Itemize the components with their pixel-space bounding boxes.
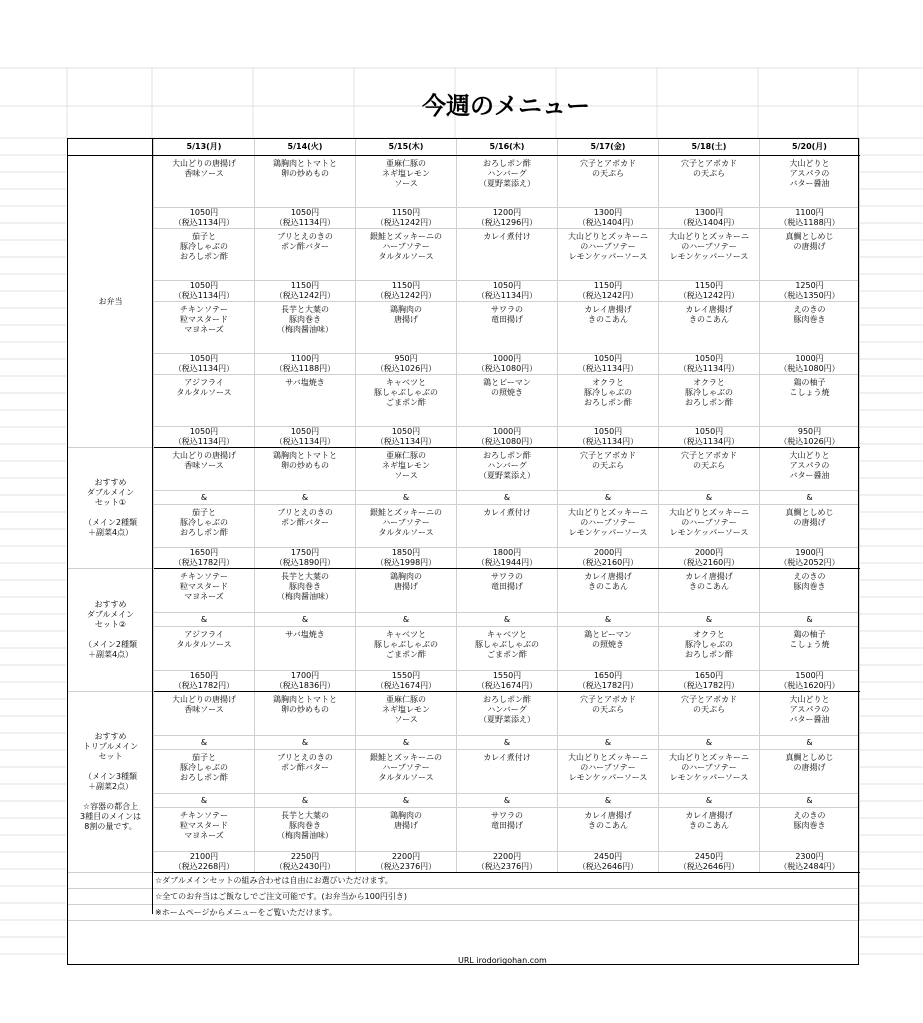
dish-cell: 真鯛としめじ の唐揚げ — [760, 505, 860, 548]
dish-cell: えのきの 豚肉巻き — [760, 302, 860, 354]
and-cell: & — [760, 613, 860, 627]
price-cell: 1150円 （税込1242円） — [558, 281, 659, 302]
dish-cell: 茄子と 豚冷しゃぶの おろしポン酢 — [154, 505, 255, 548]
dish-cell: ブリとえのきの ポン酢バター — [255, 750, 356, 794]
dish-cell: 銀鮭とズッキーニの ハーブソテー タルタルソース — [356, 750, 457, 794]
menu-row — [68, 229, 860, 281]
price-cell: 1850円 （税込1998円） — [356, 548, 457, 569]
price-cell: 1900円 （税込2052円） — [760, 548, 860, 569]
menu-row — [68, 613, 860, 627]
price-cell: 1100円 （税込1188円） — [255, 354, 356, 375]
and-cell: & — [255, 613, 356, 627]
price-cell: 1800円 （税込1944円） — [457, 548, 558, 569]
price-cell: 1150円 （税込1242円） — [659, 281, 760, 302]
corner-cell — [68, 139, 154, 156]
menu-row — [68, 208, 860, 229]
dish-cell: 鶏とピーマン の照焼き — [457, 375, 558, 427]
and-cell: & — [154, 794, 255, 808]
dish-cell: 銀鮭とズッキーニの ハーブソテー タルタルソース — [356, 505, 457, 548]
dish-cell: ブリとえのきの ポン酢バター — [255, 229, 356, 281]
note-text: ※ホームページからメニューをご覧いただけます。 — [68, 905, 860, 921]
dish-cell: 銀鮭とズッキーニの ハーブソテー タルタルソース — [356, 229, 457, 281]
price-cell: 1650円 （税込1782円） — [154, 548, 255, 569]
dish-cell: 穴子とアボカド の天ぷら — [659, 156, 760, 208]
dish-cell: 大山どりとズッキーニ のハーブソテー レモンケッパーソース — [659, 750, 760, 794]
dish-cell: おろしポン酢 ハンバーグ （夏野菜添え） — [457, 448, 558, 491]
dish-cell: 鶏の柚子 こしょう焼 — [760, 375, 860, 427]
menu-row — [68, 505, 860, 548]
dish-cell: 長芋と大葉の 豚肉巻き （梅肉醤油味） — [255, 302, 356, 354]
dish-cell: カレイ煮付け — [457, 229, 558, 281]
dish-cell: 真鯛としめじ の唐揚げ — [760, 229, 860, 281]
dish-cell: 鶏胸肉の 唐揚げ — [356, 302, 457, 354]
dish-cell: 大山どりの唐揚げ 香味ソース — [154, 156, 255, 208]
price-cell: 1650円 （税込1782円） — [659, 671, 760, 692]
price-cell: 2000円 （税込2160円） — [659, 548, 760, 569]
and-cell: & — [154, 613, 255, 627]
price-cell: 1500円 （税込1620円） — [760, 671, 860, 692]
dish-cell: アジフライ タルタルソース — [154, 627, 255, 671]
dish-cell: おろしポン酢 ハンバーグ （夏野菜添え） — [457, 156, 558, 208]
price-cell: 2300円 （税込2484円） — [760, 852, 860, 873]
section-label: お弁当 — [68, 156, 154, 448]
menu-row — [68, 156, 860, 208]
menu-row — [68, 736, 860, 750]
price-cell: 1000円 （税込1080円） — [457, 354, 558, 375]
dish-cell: 鶏胸肉の 唐揚げ — [356, 808, 457, 852]
dish-cell: 長芋と大葉の 豚肉巻き （梅肉醤油味） — [255, 808, 356, 852]
price-cell: 2000円 （税込2160円） — [558, 548, 659, 569]
section-label: おすすめ トリプルメイン セット （メイン3種類 ＋副菜2点） ☆容器の都合上 3種目のメインは 8割の量です。 — [68, 692, 154, 873]
price-cell: 2200円 （税込2376円） — [356, 852, 457, 873]
dish-cell: 大山どりとズッキーニ のハーブソテー レモンケッパーソース — [558, 229, 659, 281]
and-cell: & — [457, 613, 558, 627]
price-cell: 1750円 （税込1890円） — [255, 548, 356, 569]
price-cell: 950円 （税込1026円） — [760, 427, 860, 448]
dish-cell: 亜麻仁豚の ネギ塩レモン ソース — [356, 692, 457, 736]
price-cell: 1150円 （税込1242円） — [255, 281, 356, 302]
price-cell: 1100円 （税込1188円） — [760, 208, 860, 229]
dish-cell: 大山どりの唐揚げ 香味ソース — [154, 448, 255, 491]
dish-cell: チキンソテー 粒マスタード マヨネーズ — [154, 302, 255, 354]
dish-cell: 穴子とアボカド の天ぷら — [558, 156, 659, 208]
menu-row — [68, 808, 860, 852]
price-cell: 1050円 （税込1134円） — [154, 208, 255, 229]
day-header: 5/15(木) — [356, 139, 457, 156]
dish-cell: 穴子とアボカド の天ぷら — [659, 448, 760, 491]
dish-cell: カレイ唐揚げ きのこあん — [558, 569, 659, 613]
and-cell: & — [558, 794, 659, 808]
note-text: ☆全てのお弁当はご飯なしでご注文可能です。(お弁当から100円引き) — [68, 889, 860, 905]
dish-cell: カレイ唐揚げ きのこあん — [659, 808, 760, 852]
and-cell: & — [760, 491, 860, 505]
dish-cell: 鶏胸肉とトマトと 卵の炒めもの — [255, 156, 356, 208]
dish-cell: 大山どりとズッキーニ のハーブソテー レモンケッパーソース — [558, 505, 659, 548]
menu-row — [68, 448, 860, 491]
dish-cell: カレイ唐揚げ きのこあん — [558, 808, 659, 852]
day-header: 5/13(月) — [154, 139, 255, 156]
menu-row — [68, 794, 860, 808]
dish-cell: オクラと 豚冷しゃぶの おろしポン酢 — [558, 375, 659, 427]
label-column-divider — [152, 138, 153, 914]
dish-cell: 大山どりとズッキーニ のハーブソテー レモンケッパーソース — [558, 750, 659, 794]
dish-cell: 長芋と大葉の 豚肉巻き （梅肉醤油味） — [255, 569, 356, 613]
menu-row — [68, 491, 860, 505]
price-cell: 1050円 （税込1134円） — [154, 354, 255, 375]
dish-cell: 大山どりと アスパラの バター醤油 — [760, 448, 860, 491]
day-header: 5/20(月) — [760, 139, 860, 156]
dish-cell: アジフライ タルタルソース — [154, 375, 255, 427]
price-cell: 1050円 （税込1134円） — [659, 427, 760, 448]
menu-row — [68, 427, 860, 448]
section-label: おすすめ ダブルメイン セット② （メイン2種類 ＋副菜4点） — [68, 569, 154, 692]
price-cell: 1050円 （税込1134円） — [558, 354, 659, 375]
menu-row — [68, 302, 860, 354]
menu-row — [68, 354, 860, 375]
and-cell: & — [659, 794, 760, 808]
price-cell: 1650円 （税込1782円） — [558, 671, 659, 692]
dish-cell: サバ塩焼き — [255, 375, 356, 427]
price-cell: 1050円 （税込1134円） — [356, 427, 457, 448]
dish-cell: 茄子と 豚冷しゃぶの おろしポン酢 — [154, 750, 255, 794]
price-cell: 1550円 （税込1674円） — [356, 671, 457, 692]
price-cell: 1150円 （税込1242円） — [356, 281, 457, 302]
menu-row — [68, 750, 860, 794]
dish-cell: 大山どりと アスパラの バター醤油 — [760, 692, 860, 736]
dish-cell: おろしポン酢 ハンバーグ （夏野菜添え） — [457, 692, 558, 736]
dish-cell: 亜麻仁豚の ネギ塩レモン ソース — [356, 156, 457, 208]
menu-row — [68, 375, 860, 427]
and-cell: & — [154, 491, 255, 505]
and-cell: & — [356, 794, 457, 808]
price-cell: 1550円 （税込1674円） — [457, 671, 558, 692]
dish-cell: 茄子と 豚冷しゃぶの おろしポン酢 — [154, 229, 255, 281]
dish-cell: 鶏胸肉の 唐揚げ — [356, 569, 457, 613]
note-row — [68, 873, 860, 889]
price-cell: 1000円 （税込1080円） — [760, 354, 860, 375]
menu-row — [68, 281, 860, 302]
price-cell: 1250円 （税込1350円） — [760, 281, 860, 302]
price-cell: 1650円 （税込1782円） — [154, 671, 255, 692]
note-text: ☆ダブルメインセットの組み合わせは自由にお選びいただけます。 — [68, 873, 860, 889]
dish-cell: カレイ煮付け — [457, 750, 558, 794]
menu-row — [68, 852, 860, 873]
dish-cell: 大山どりの唐揚げ 香味ソース — [154, 692, 255, 736]
day-header: 5/17(金) — [558, 139, 659, 156]
website-url: URL irodorigohan.com — [458, 956, 547, 965]
price-cell: 2250円 （税込2430円） — [255, 852, 356, 873]
and-cell: & — [659, 491, 760, 505]
price-cell: 1000円 （税込1080円） — [457, 427, 558, 448]
dish-cell: 穴子とアボカド の天ぷら — [558, 448, 659, 491]
price-cell: 1050円 （税込1134円） — [255, 427, 356, 448]
and-cell: & — [255, 736, 356, 750]
day-header: 5/16(木) — [457, 139, 558, 156]
dish-cell: 穴子とアボカド の天ぷら — [659, 692, 760, 736]
price-cell: 2450円 （税込2646円） — [659, 852, 760, 873]
price-cell: 950円 （税込1026円） — [356, 354, 457, 375]
dish-cell: キャベツと 豚しゃぶしゃぶの ごまポン酢 — [457, 627, 558, 671]
dish-cell: 穴子とアボカド の天ぷら — [558, 692, 659, 736]
menu-row — [68, 627, 860, 671]
menu-row — [68, 548, 860, 569]
menu-row — [68, 671, 860, 692]
and-cell: & — [558, 613, 659, 627]
dish-cell: 亜麻仁豚の ネギ塩レモン ソース — [356, 448, 457, 491]
price-cell: 1300円 （税込1404円） — [558, 208, 659, 229]
note-row — [68, 905, 860, 921]
price-cell: 1300円 （税込1404円） — [659, 208, 760, 229]
dish-cell: チキンソテー 粒マスタード マヨネーズ — [154, 808, 255, 852]
dish-cell: 大山どりと アスパラの バター醤油 — [760, 156, 860, 208]
dish-cell: 鶏とピーマン の照焼き — [558, 627, 659, 671]
dish-cell: 真鯛としめじ の唐揚げ — [760, 750, 860, 794]
and-cell: & — [558, 491, 659, 505]
dish-cell: 鶏胸肉とトマトと 卵の炒めもの — [255, 448, 356, 491]
note-row — [68, 889, 860, 905]
header-row — [68, 139, 860, 156]
price-cell: 1050円 （税込1134円） — [659, 354, 760, 375]
price-cell: 1200円 （税込1296円） — [457, 208, 558, 229]
dish-cell: オクラと 豚冷しゃぶの おろしポン酢 — [659, 375, 760, 427]
day-header: 5/14(火) — [255, 139, 356, 156]
price-cell: 2450円 （税込2646円） — [558, 852, 659, 873]
and-cell: & — [760, 794, 860, 808]
price-cell: 2200円 （税込2376円） — [457, 852, 558, 873]
and-cell: & — [457, 794, 558, 808]
section-label: おすすめ ダブルメイン セット① （メイン2種類 ＋副菜4点） — [68, 448, 154, 569]
price-cell: 1700円 （税込1836円） — [255, 671, 356, 692]
dish-cell: チキンソテー 粒マスタード マヨネーズ — [154, 569, 255, 613]
dish-cell: 鶏胸肉とトマトと 卵の炒めもの — [255, 692, 356, 736]
day-header: 5/18(土) — [659, 139, 760, 156]
price-cell: 1050円 （税込1134円） — [255, 208, 356, 229]
dish-cell: キャベツと 豚しゃぶしゃぶの ごまポン酢 — [356, 375, 457, 427]
and-cell: & — [154, 736, 255, 750]
page-title: 今週のメニュー — [422, 92, 590, 120]
and-cell: & — [356, 736, 457, 750]
dish-cell: えのきの 豚肉巻き — [760, 569, 860, 613]
dish-cell: サワラの 竜田揚げ — [457, 302, 558, 354]
price-cell: 1050円 （税込1134円） — [154, 427, 255, 448]
dish-cell: 大山どりとズッキーニ のハーブソテー レモンケッパーソース — [659, 229, 760, 281]
and-cell: & — [255, 491, 356, 505]
and-cell: & — [659, 613, 760, 627]
dish-cell: サバ塩焼き — [255, 627, 356, 671]
price-cell: 2100円 （税込2268円） — [154, 852, 255, 873]
dish-cell: えのきの 豚肉巻き — [760, 808, 860, 852]
dish-cell: サワラの 竜田揚げ — [457, 808, 558, 852]
dish-cell: キャベツと 豚しゃぶしゃぶの ごまポン酢 — [356, 627, 457, 671]
menu-table — [67, 138, 860, 921]
and-cell: & — [659, 736, 760, 750]
dish-cell: サワラの 竜田揚げ — [457, 569, 558, 613]
price-cell: 1150円 （税込1242円） — [356, 208, 457, 229]
menu-row — [68, 692, 860, 736]
price-cell: 1050円 （税込1134円） — [154, 281, 255, 302]
dish-cell: 鶏の柚子 こしょう焼 — [760, 627, 860, 671]
price-cell: 1050円 （税込1134円） — [558, 427, 659, 448]
and-cell: & — [356, 613, 457, 627]
dish-cell: カレイ唐揚げ きのこあん — [659, 569, 760, 613]
dish-cell: カレイ唐揚げ きのこあん — [558, 302, 659, 354]
price-cell: 1050円 （税込1134円） — [457, 281, 558, 302]
dish-cell: オクラと 豚冷しゃぶの おろしポン酢 — [659, 627, 760, 671]
and-cell: & — [356, 491, 457, 505]
and-cell: & — [457, 491, 558, 505]
and-cell: & — [760, 736, 860, 750]
dish-cell: カレイ煮付け — [457, 505, 558, 548]
menu-row — [68, 569, 860, 613]
dish-cell: ブリとえのきの ポン酢バター — [255, 505, 356, 548]
and-cell: & — [457, 736, 558, 750]
and-cell: & — [255, 794, 356, 808]
dish-cell: カレイ唐揚げ きのこあん — [659, 302, 760, 354]
and-cell: & — [558, 736, 659, 750]
dish-cell: 大山どりとズッキーニ のハーブソテー レモンケッパーソース — [659, 505, 760, 548]
